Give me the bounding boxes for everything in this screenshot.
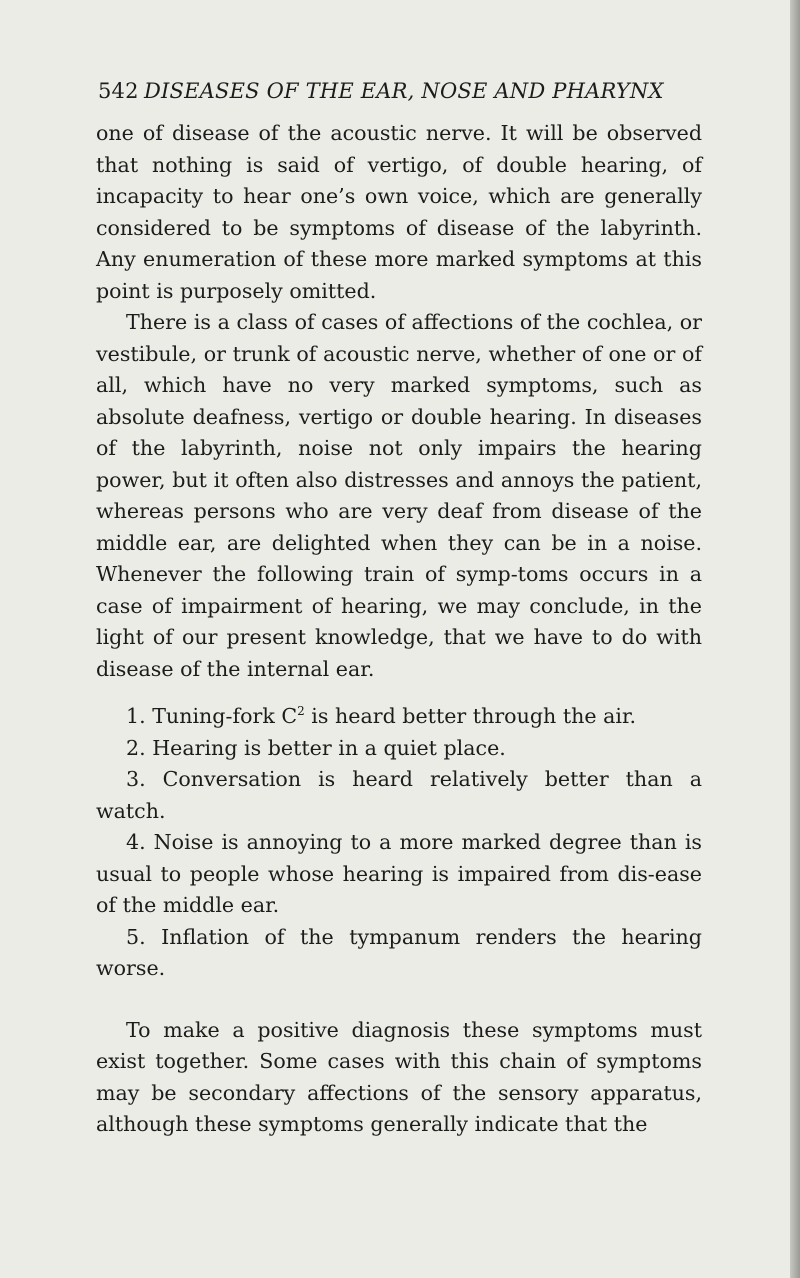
list-item: 3. Conversation is heard relatively better than a watch. — [96, 767, 702, 823]
paragraph-cochlea: There is a class of cases of affections of the cochlea, or vestibule, or trunk of acoustic nerve, whether of one or of all, which have no very marked symptoms, such as absolute deafness, vertigo or double hearing. In diseases of the labyrinth, noise not only impairs the hearing power, but it often also distresses and annoys the patient, whereas persons who are very deaf from disease of the middle ear, are delighted when they can be in a noise. Whenever the following train of symp-toms occurs in a case of impairment of hearing, we may conclude, in the light of our present knowledge, that we have to do with disease of the internal ear. — [96, 310, 702, 681]
list-item — [96, 701, 702, 733]
page-edge-shadow — [790, 0, 800, 1278]
symptom-list — [96, 701, 702, 985]
paragraph-gap — [96, 985, 702, 1015]
paragraph-continued: one of disease of the acoustic nerve. It will be observed that nothing is said of vertigo, of double hearing, of incapacity to hear one’s own voice, which are generally considered to be symptoms of disease of the labyrinth. Any enumeration of these more marked symptoms at this point is purposely omitted. — [96, 121, 702, 303]
list-item: 2. Hearing is better in a quiet place. — [126, 735, 506, 760]
list-item: 5. Inflation of the tympanum renders the hearing worse. — [96, 924, 702, 980]
running-header — [98, 74, 698, 108]
list-item-text: is heard better through the air. — [304, 704, 637, 728]
list-item-text: 1. Tuning-fork C — [126, 704, 298, 728]
list-item: 4. Noise is annoying to a more marked degree than is usual to people whose hearing is impaired from dis-ease of the middle ear. — [96, 830, 702, 917]
paragraph-diagnosis: To make a positive diagnosis these symptoms must exist together. Some cases with this chain of symptoms may be secondary affections of the sensory apparatus, although these symptoms generally indicate that the — [96, 1017, 702, 1136]
running-title: DISEASES OF THE EAR, NOSE AND PHARYNX — [144, 79, 664, 103]
body-text — [96, 118, 702, 1141]
superscript: 2 — [297, 704, 305, 718]
page-number: 542 — [98, 79, 139, 103]
